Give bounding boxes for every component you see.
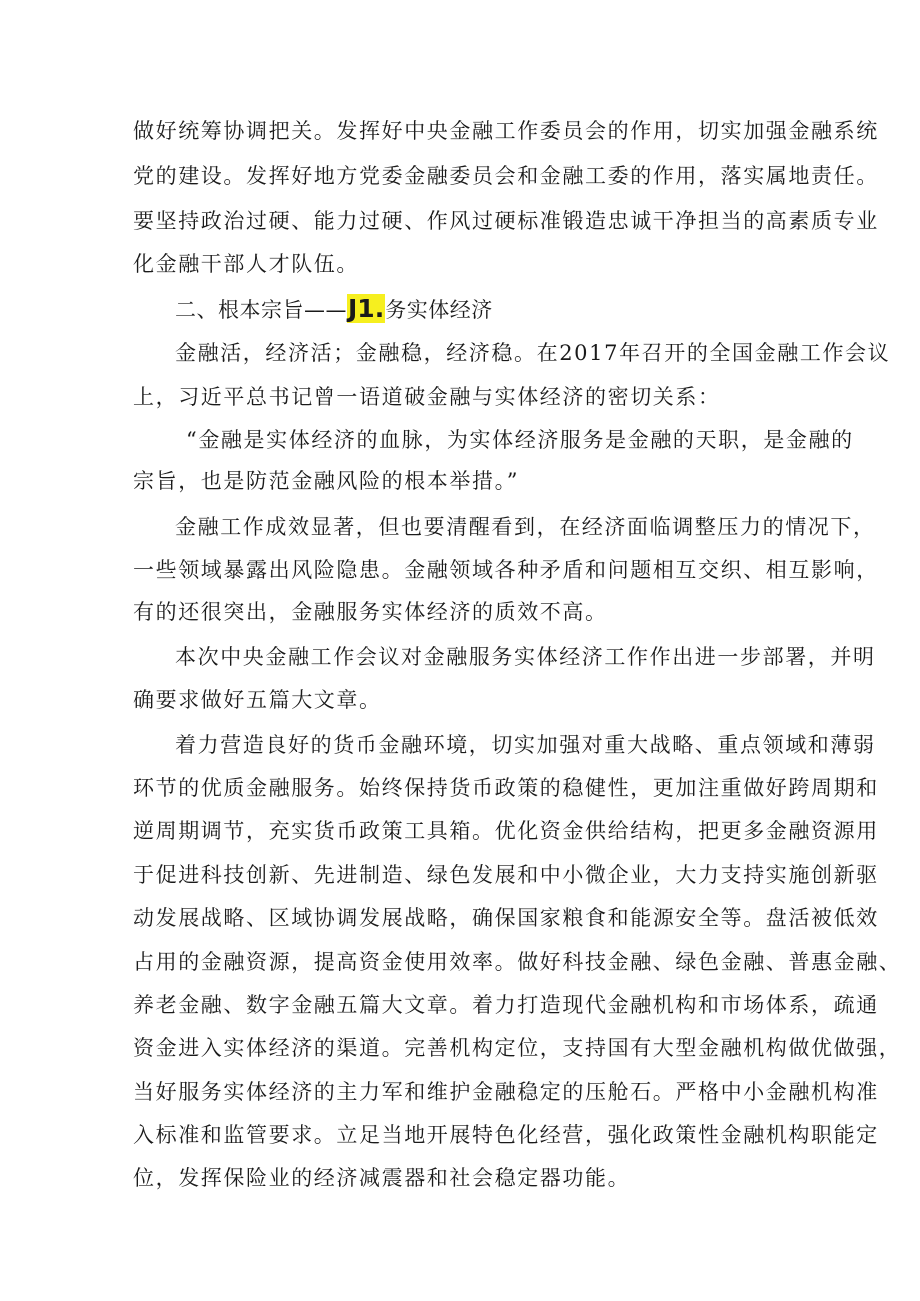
paragraph-line: 于促进科技创新、先进制造、绿色发展和中小微企业，大力支持实施创新驱 xyxy=(133,863,879,887)
paragraph-line: 有的还很突出，金融服务实体经济的质效不高。 xyxy=(133,600,608,624)
paragraph-line: 位，发挥保险业的经济减震器和社会稳定器功能。 xyxy=(133,1166,631,1190)
paragraph-line: 当好服务实体经济的主力军和维护金融稳定的压舱石。严格中小金融机构准 xyxy=(133,1080,879,1104)
paragraph-line: 本次中央金融工作会议对金融服务实体经济工作作出进一步部署，并明 xyxy=(175,645,876,669)
paragraph-line: 金融活，经济活；金融稳，经济稳。在2017年召开的全国金融工作会议 xyxy=(175,341,891,365)
paragraph-line: 占用的金融资源，提高资金使用效率。做好科技金融、绿色金融、普惠金融、 xyxy=(133,950,902,974)
paragraph-line: 上，习近平总书记曾一语道破金融与实体经济的密切关系： xyxy=(133,385,721,409)
paragraph-line: 着力营造良好的货币金融环境，切实加强对重大战略、重点领域和薄弱 xyxy=(175,733,876,757)
quote-line: 宗旨，也是防范金融风险的根本举措。” xyxy=(133,469,520,493)
paragraph-line: 动发展战略、区域协调发展战略，确保国家粮食和能源安全等。盘活被低效 xyxy=(133,906,879,930)
paragraph-line: 入标准和监管要求。立足当地开展特色化经营，强化政策性金融机构职能定 xyxy=(133,1123,879,1147)
heading-highlight: J1. xyxy=(348,294,385,323)
paragraph-line: 化金融干部人才队伍。 xyxy=(133,252,359,276)
paragraph-line: 养老金融、数字金融五篇大文章。着力打造现代金融机构和市场体系，疏通 xyxy=(133,993,879,1017)
paragraph-line: 党的建设。发挥好地方党委金融委员会和金融工委的作用，落实属地责任。 xyxy=(133,164,879,188)
heading-prefix: 二、根本宗旨—— xyxy=(175,298,347,322)
paragraph-line: 环节的优质金融服务。始终保持货币政策的稳健性，更加注重做好跨周期和 xyxy=(133,776,879,800)
paragraph-line: 做好统筹协调把关。发挥好中央金融工作委员会的作用，切实加强金融系统 xyxy=(133,119,879,143)
heading-suffix: 务实体经济 xyxy=(385,298,493,322)
paragraph-line: 资金进入实体经济的渠道。完善机构定位，支持国有大型金融机构做优做强， xyxy=(133,1036,902,1060)
paragraph-line: 金融工作成效显著，但也要清醒看到，在经济面临调整压力的情况下， xyxy=(175,515,876,539)
paragraph-line: 确要求做好五篇大文章。 xyxy=(133,688,382,712)
paragraph-line: 逆周期调节，充实货币政策工具箱。优化资金供给结构，把更多金融资源用 xyxy=(133,819,879,843)
quote-line: “金融是实体经济的血脉，为实体经济服务是金融的天职，是金融的 xyxy=(186,428,854,452)
section-heading xyxy=(175,294,493,325)
paragraph-line: 一些领域暴露出风险隐患。金融领域各种矛盾和问题相互交织、相互影响， xyxy=(133,558,879,582)
paragraph-line: 要坚持政治过硬、能力过硬、作风过硬标准锻造忠诚干净担当的高素质专业 xyxy=(133,209,879,233)
